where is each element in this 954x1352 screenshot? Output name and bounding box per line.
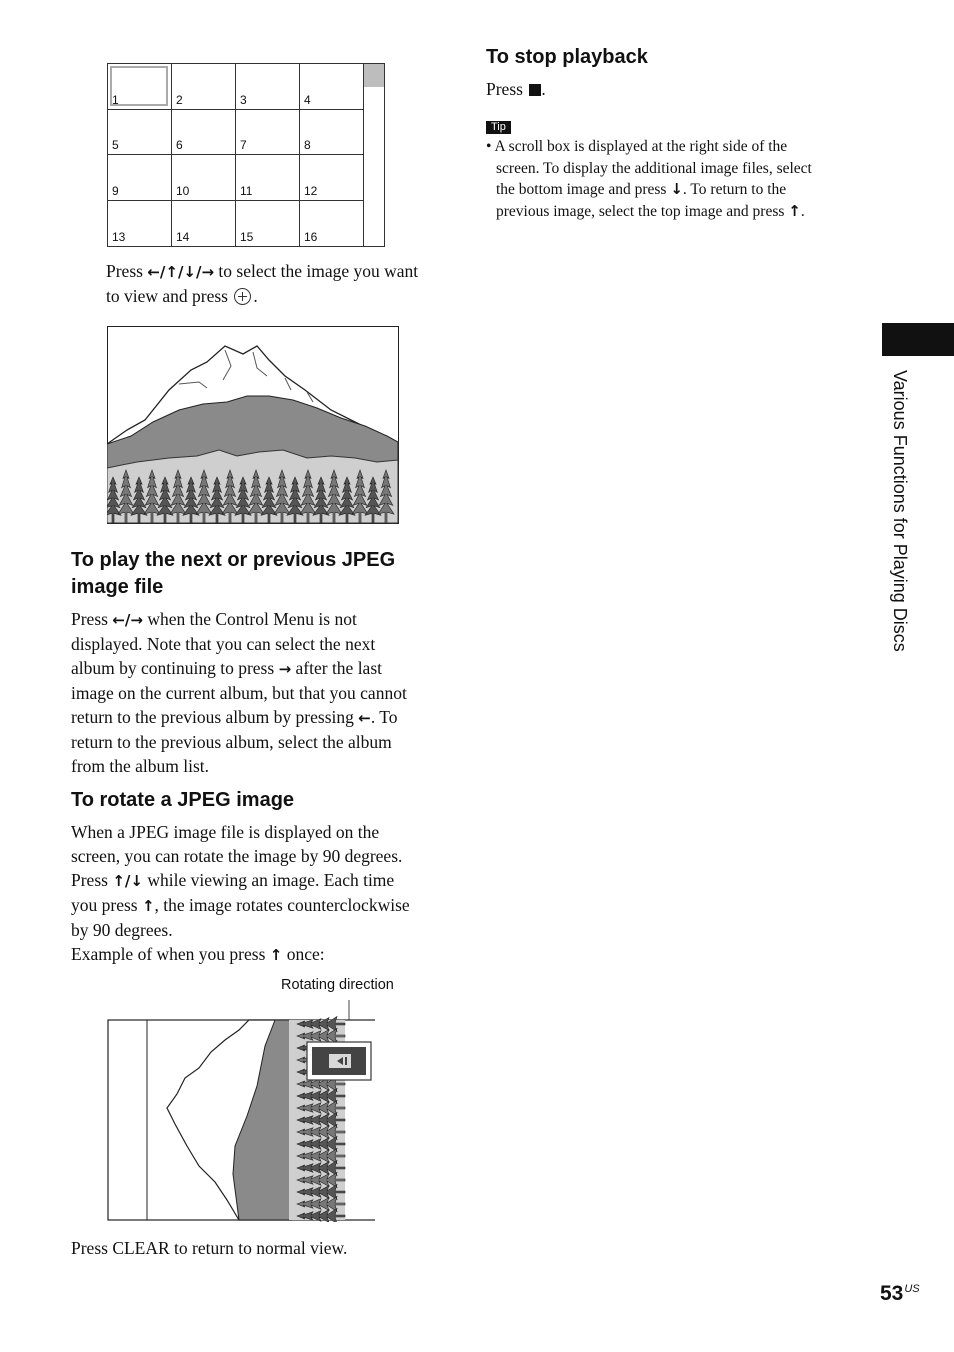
text-segment: once: — [282, 944, 325, 964]
arrow-glyph: ↑ — [141, 897, 155, 915]
thumbnail-cell[interactable] — [236, 64, 300, 110]
text-line — [71, 868, 451, 893]
thumbnail-number: 12 — [304, 183, 318, 198]
section-rotate-paragraph — [71, 820, 451, 967]
side-section-label — [880, 370, 920, 750]
enter-button-icon — [234, 288, 251, 305]
text-segment: Example of when you press — [71, 944, 270, 964]
thumbnail-cell[interactable] — [108, 64, 172, 110]
stop-button-icon — [529, 84, 541, 96]
arrow-glyph: ↑ — [269, 946, 283, 964]
thumbnail-number: 14 — [176, 230, 190, 244]
text-line — [71, 681, 451, 705]
thumbnail-number: 10 — [176, 183, 190, 198]
thumbnail-number: 5 — [112, 138, 119, 152]
text-line — [71, 893, 451, 918]
text-line — [71, 942, 451, 967]
text-segment: you press — [71, 895, 142, 915]
thumbnail-number: 3 — [240, 92, 247, 107]
text-segment: image on the current album, but that you cannot — [71, 683, 407, 703]
side-section-label-text: Various Functions for Playing Discs — [890, 370, 910, 652]
mountain-image-figure — [107, 326, 399, 524]
arrow-glyph: ↑ — [788, 201, 801, 220]
thumbnail-number: 7 — [240, 138, 247, 152]
text-line — [71, 844, 451, 868]
page-number — [880, 1282, 920, 1306]
thumbnail-number: 13 — [112, 230, 126, 244]
instruction-text-line2: to view and press — [106, 286, 228, 306]
text-segment: screen. To display the additional image files, select — [496, 159, 812, 177]
text-line — [71, 607, 451, 632]
text-segment: . To return to the — [682, 181, 787, 198]
thumbnail-cell[interactable] — [236, 110, 300, 156]
thumbnail-number: 16 — [304, 230, 318, 244]
thumbnail-cell[interactable] — [172, 110, 236, 156]
text-segment: Press — [71, 609, 113, 629]
stop-press-word: Press — [486, 79, 523, 99]
text-line — [71, 918, 451, 942]
text-line — [71, 820, 451, 844]
text-line — [486, 136, 856, 158]
instruction-text: to select the image you want — [218, 261, 419, 281]
text-segment: , the image rotates counterclockwise — [154, 895, 410, 915]
thumbnail-number: 8 — [304, 138, 311, 152]
thumbnail-number: 9 — [112, 183, 119, 198]
thumbnail-cell[interactable] — [172, 155, 236, 201]
text-segment: by 90 degrees. — [71, 920, 173, 940]
arrow-glyph: ←/→ — [112, 611, 143, 629]
thumbnail-cell[interactable] — [300, 110, 364, 156]
text-segment: after the last — [291, 658, 382, 678]
text-segment: from the album list. — [71, 756, 210, 776]
text-segment: the bottom image and press — [496, 181, 671, 198]
tip-badge: Tip — [486, 121, 511, 134]
thumbnail-number: 1 — [112, 92, 119, 107]
thumbnail-cell[interactable] — [108, 201, 172, 247]
text-segment: When a JPEG image file is displayed on the — [71, 822, 380, 842]
stop-instruction — [486, 77, 546, 101]
text-segment: album by continuing to press — [71, 658, 279, 678]
section-stop-heading: To stop playback — [486, 46, 648, 68]
scroll-box — [364, 64, 384, 87]
thumbnail-cell[interactable] — [108, 155, 172, 201]
text-segment: return to the previous album, select the album — [71, 732, 392, 752]
rotating-direction-label: Rotating direction — [281, 977, 394, 993]
section-tab-marker — [882, 323, 954, 356]
rotated-image-figure — [107, 996, 375, 1222]
text-segment: • A scroll box is displayed at the right side of the — [486, 138, 788, 155]
text-segment: displayed. Note that you can select the next — [71, 634, 376, 654]
clear-note: Press CLEAR to return to normal view. — [71, 1238, 348, 1258]
section-next-paragraph — [71, 607, 451, 778]
thumbnail-cell[interactable] — [236, 201, 300, 247]
text-segment: . To — [370, 707, 398, 727]
text-line — [486, 179, 856, 201]
stop-end: . — [541, 79, 546, 99]
page-number-suffix: US — [904, 1283, 920, 1295]
text-line — [486, 201, 856, 223]
text-line — [486, 158, 856, 180]
text-segment: Press — [71, 870, 113, 890]
thumbnail-cells — [108, 64, 364, 246]
arrow-glyph: ← — [358, 709, 371, 727]
thumbnail-number: 11 — [240, 183, 253, 198]
arrow-glyph: ↑/↓ — [112, 872, 143, 890]
section-next-heading-line2: image file — [71, 576, 164, 598]
arrow-glyph: → — [278, 660, 292, 678]
thumbnail-cell[interactable] — [172, 64, 236, 110]
text-segment: . — [800, 202, 805, 220]
tip-text — [486, 136, 856, 222]
thumbnail-grid-figure — [107, 63, 385, 247]
select-instruction — [106, 259, 451, 308]
press-word: Press — [106, 261, 143, 281]
arrow-glyph: ↓ — [670, 180, 683, 198]
text-line — [71, 656, 451, 681]
text-segment: previous image, select the top image and press — [496, 202, 789, 220]
thumbnail-number: 2 — [176, 92, 183, 107]
text-segment: when the Control Menu is not — [142, 609, 357, 629]
section-next-heading — [71, 547, 451, 601]
arrow-keys-glyph: ←/↑/↓/→ — [147, 263, 215, 281]
instruction-end: . — [253, 286, 258, 306]
thumbnail-cell[interactable] — [108, 110, 172, 156]
thumbnail-cell[interactable] — [300, 155, 364, 201]
section-next-heading-line1: To play the next or previous JPEG — [71, 549, 396, 571]
text-line — [71, 632, 451, 656]
text-line — [71, 705, 451, 730]
text-line — [71, 754, 451, 778]
thumbnail-cell[interactable] — [236, 155, 300, 201]
page-number-value: 53 — [880, 1282, 904, 1305]
section-rotate-heading: To rotate a JPEG image — [71, 789, 295, 811]
thumbnail-number: 6 — [176, 138, 183, 152]
text-segment: screen, you can rotate the image by 90 degrees. — [71, 846, 403, 866]
thumbnail-cell[interactable] — [300, 201, 364, 247]
thumbnail-number: 4 — [304, 92, 311, 107]
text-segment: while viewing an image. Each time — [142, 870, 395, 890]
thumbnail-cell[interactable] — [300, 64, 364, 110]
scrollbar-track — [363, 64, 384, 246]
text-segment: return to the previous album by pressing — [71, 707, 359, 727]
thumbnail-cell[interactable] — [172, 201, 236, 247]
text-line — [71, 730, 451, 754]
thumbnail-number: 15 — [240, 230, 254, 244]
